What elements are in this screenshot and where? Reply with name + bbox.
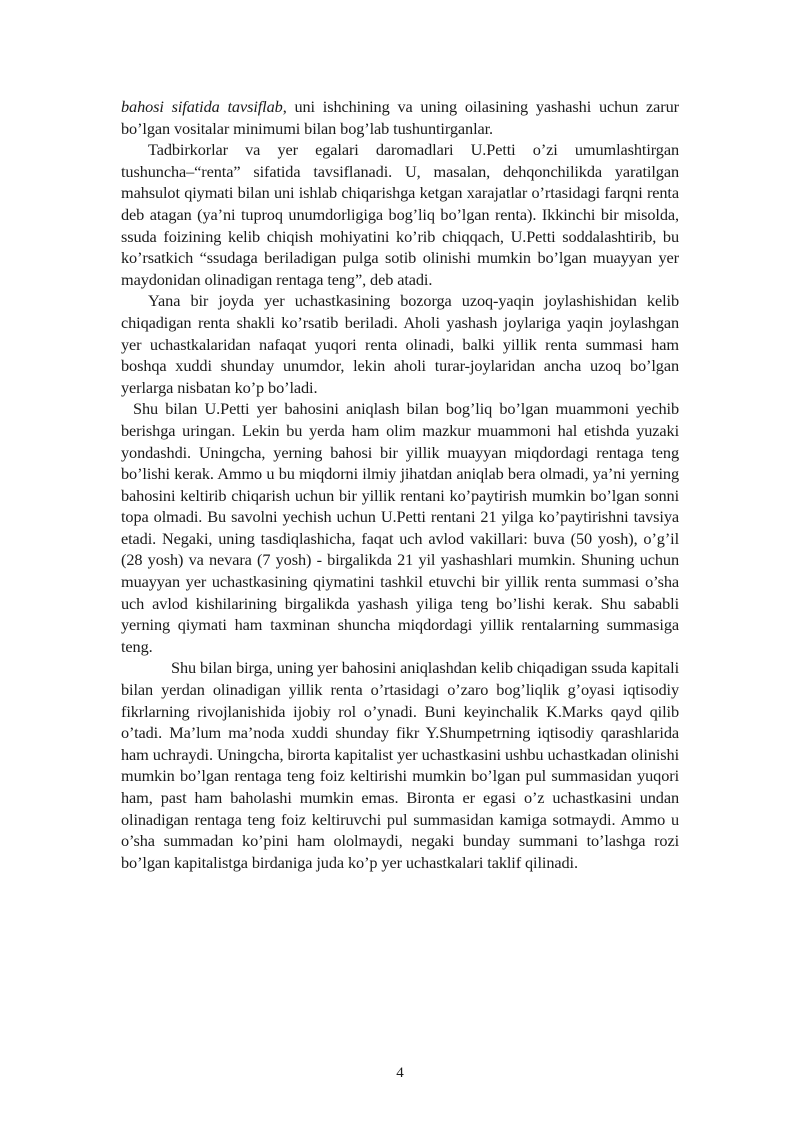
page-number: 4: [396, 1065, 404, 1081]
paragraph-1-italic-lead: bahosi sifatida tavsiflab: [121, 97, 283, 116]
paragraph-1-text: , uni ishchining va uning oilasining yashashi uchun zarur bo’lgan vositalar minimumi bilan bog’lab tushuntirganlar.: [121, 97, 679, 138]
paragraph-3: Yana bir joyda yer uchastkasining bozorga uzoq-yaqin joylashishidan kelib chiqadigan renta shakli ko’rsatib beriladi. Aholi yashash joylariga yaqin joylashgan yer uchastkalaridan nafaqat yuqori renta olinadi, balki yillik renta summasi ham boshqa xuddi shunday unumdor, lekin aholi turar-joylaridan ancha uzoq bo’lgan yerlarga nisbatan ko’p bo’ladi.: [121, 291, 679, 397]
document-body: [121, 96, 679, 873]
paragraph-2: Tadbirkorlar va yer egalari daromadlari U.Petti o’zi umumlashtirgan tushuncha–“renta” sifatida tavsiflanadi. U, masalan, dehqonchilikda yaratilgan mahsulot qiymati bilan uni ishlab chiqarishga ketgan xarajatlar o’rtasidagi farqni renta deb atagan (ya’ni tuproq unumdorligiga bog’liq bo’lgan renta). Ikkinchi bir misolda, ssuda foizining kelib chiqish mohiyatini ko’rib chiqqach, U.Petti soddalashtirib, bu ko’rsatkich “ssudaga beriladigan pulga sotib olinishi mumkin bo’lgan muayyan yer maydonidan olinadigan rentaga teng”, deb atadi.: [121, 140, 679, 289]
paragraph-5: Shu bilan birga, uning yer bahosini aniqlashdan kelib chiqadigan ssuda kapitali bilan yerdan olinadigan yillik renta o’rtasidagi o’zaro bog’liqlik g’oyasi iqtisodiy fikrlarning rivojlanishida ijobiy rol o’ynadi. Buni keyinchalik K.Marks qayd qilib o’tadi. Ma’lum ma’noda xuddi shunday fikr Y.Shumpetrning iqtisodiy qarashlarida ham uchraydi. Uningcha, birorta kapitalist yer uchastkasini ushbu uchastkadan olinishi mumkin bo’lgan rentaga teng foiz keltirishi mumkin bo’lgan pul summasidan yuqori ham, past ham baholashi mumkin emas. Bironta er egasi o’z uchastkasini undan olinadigan rentaga teng foiz keltiruvchi pul summasidan kamiga sotmaydi. Ammo u o’sha summadan ko’pini ham ololmaydi, negaki bunday summani to’lashga rozi bo’lgan kapitalistga birdaniga juda ko’p yer uchastkalari taklif qilinadi.: [121, 658, 679, 872]
paragraph-1: [121, 96, 679, 139]
paragraph-4: Shu bilan U.Petti yer bahosini aniqlash bilan bog’liq bo’lgan muammoni yechib berishga uringan. Lekin bu yerda ham olim mazkur muammoni hal etishda yuzaki yondashdi. Uningcha, yerning bahosi bir yillik muayyan miqdordagi rentaga teng bo’lishi kerak. Ammo u bu miqdorni ilmiy jihatdan aniqlab bera olmadi, ya’ni yerning bahosini keltirib chiqarish uchun bir yillik rentani ko’paytirish mumkin bo’lgan sonni topa olmadi. Bu savolni yechish uchun U.Petti rentani 21 yilga ko’paytirishni tavsiya etadi. Negaki, uning tasdiqlashicha, faqat uch avlod vakillari: buva (50 yosh), o’g’il (28 yosh) va nevara (7 yosh) - birgalikda 21 yil yashashlari mumkin. Shuning uchun muayyan yer uchastkasining qiymatini tashkil etuvchi bir yillik renta summasi o’sha uch avlod kishilarining birgalikda yashash yiliga teng bo’lishi kerak. Shu sababli yerning qiymati ham taxminan shuncha miqdordagi yillik rentalarning summasiga teng.: [121, 399, 679, 656]
